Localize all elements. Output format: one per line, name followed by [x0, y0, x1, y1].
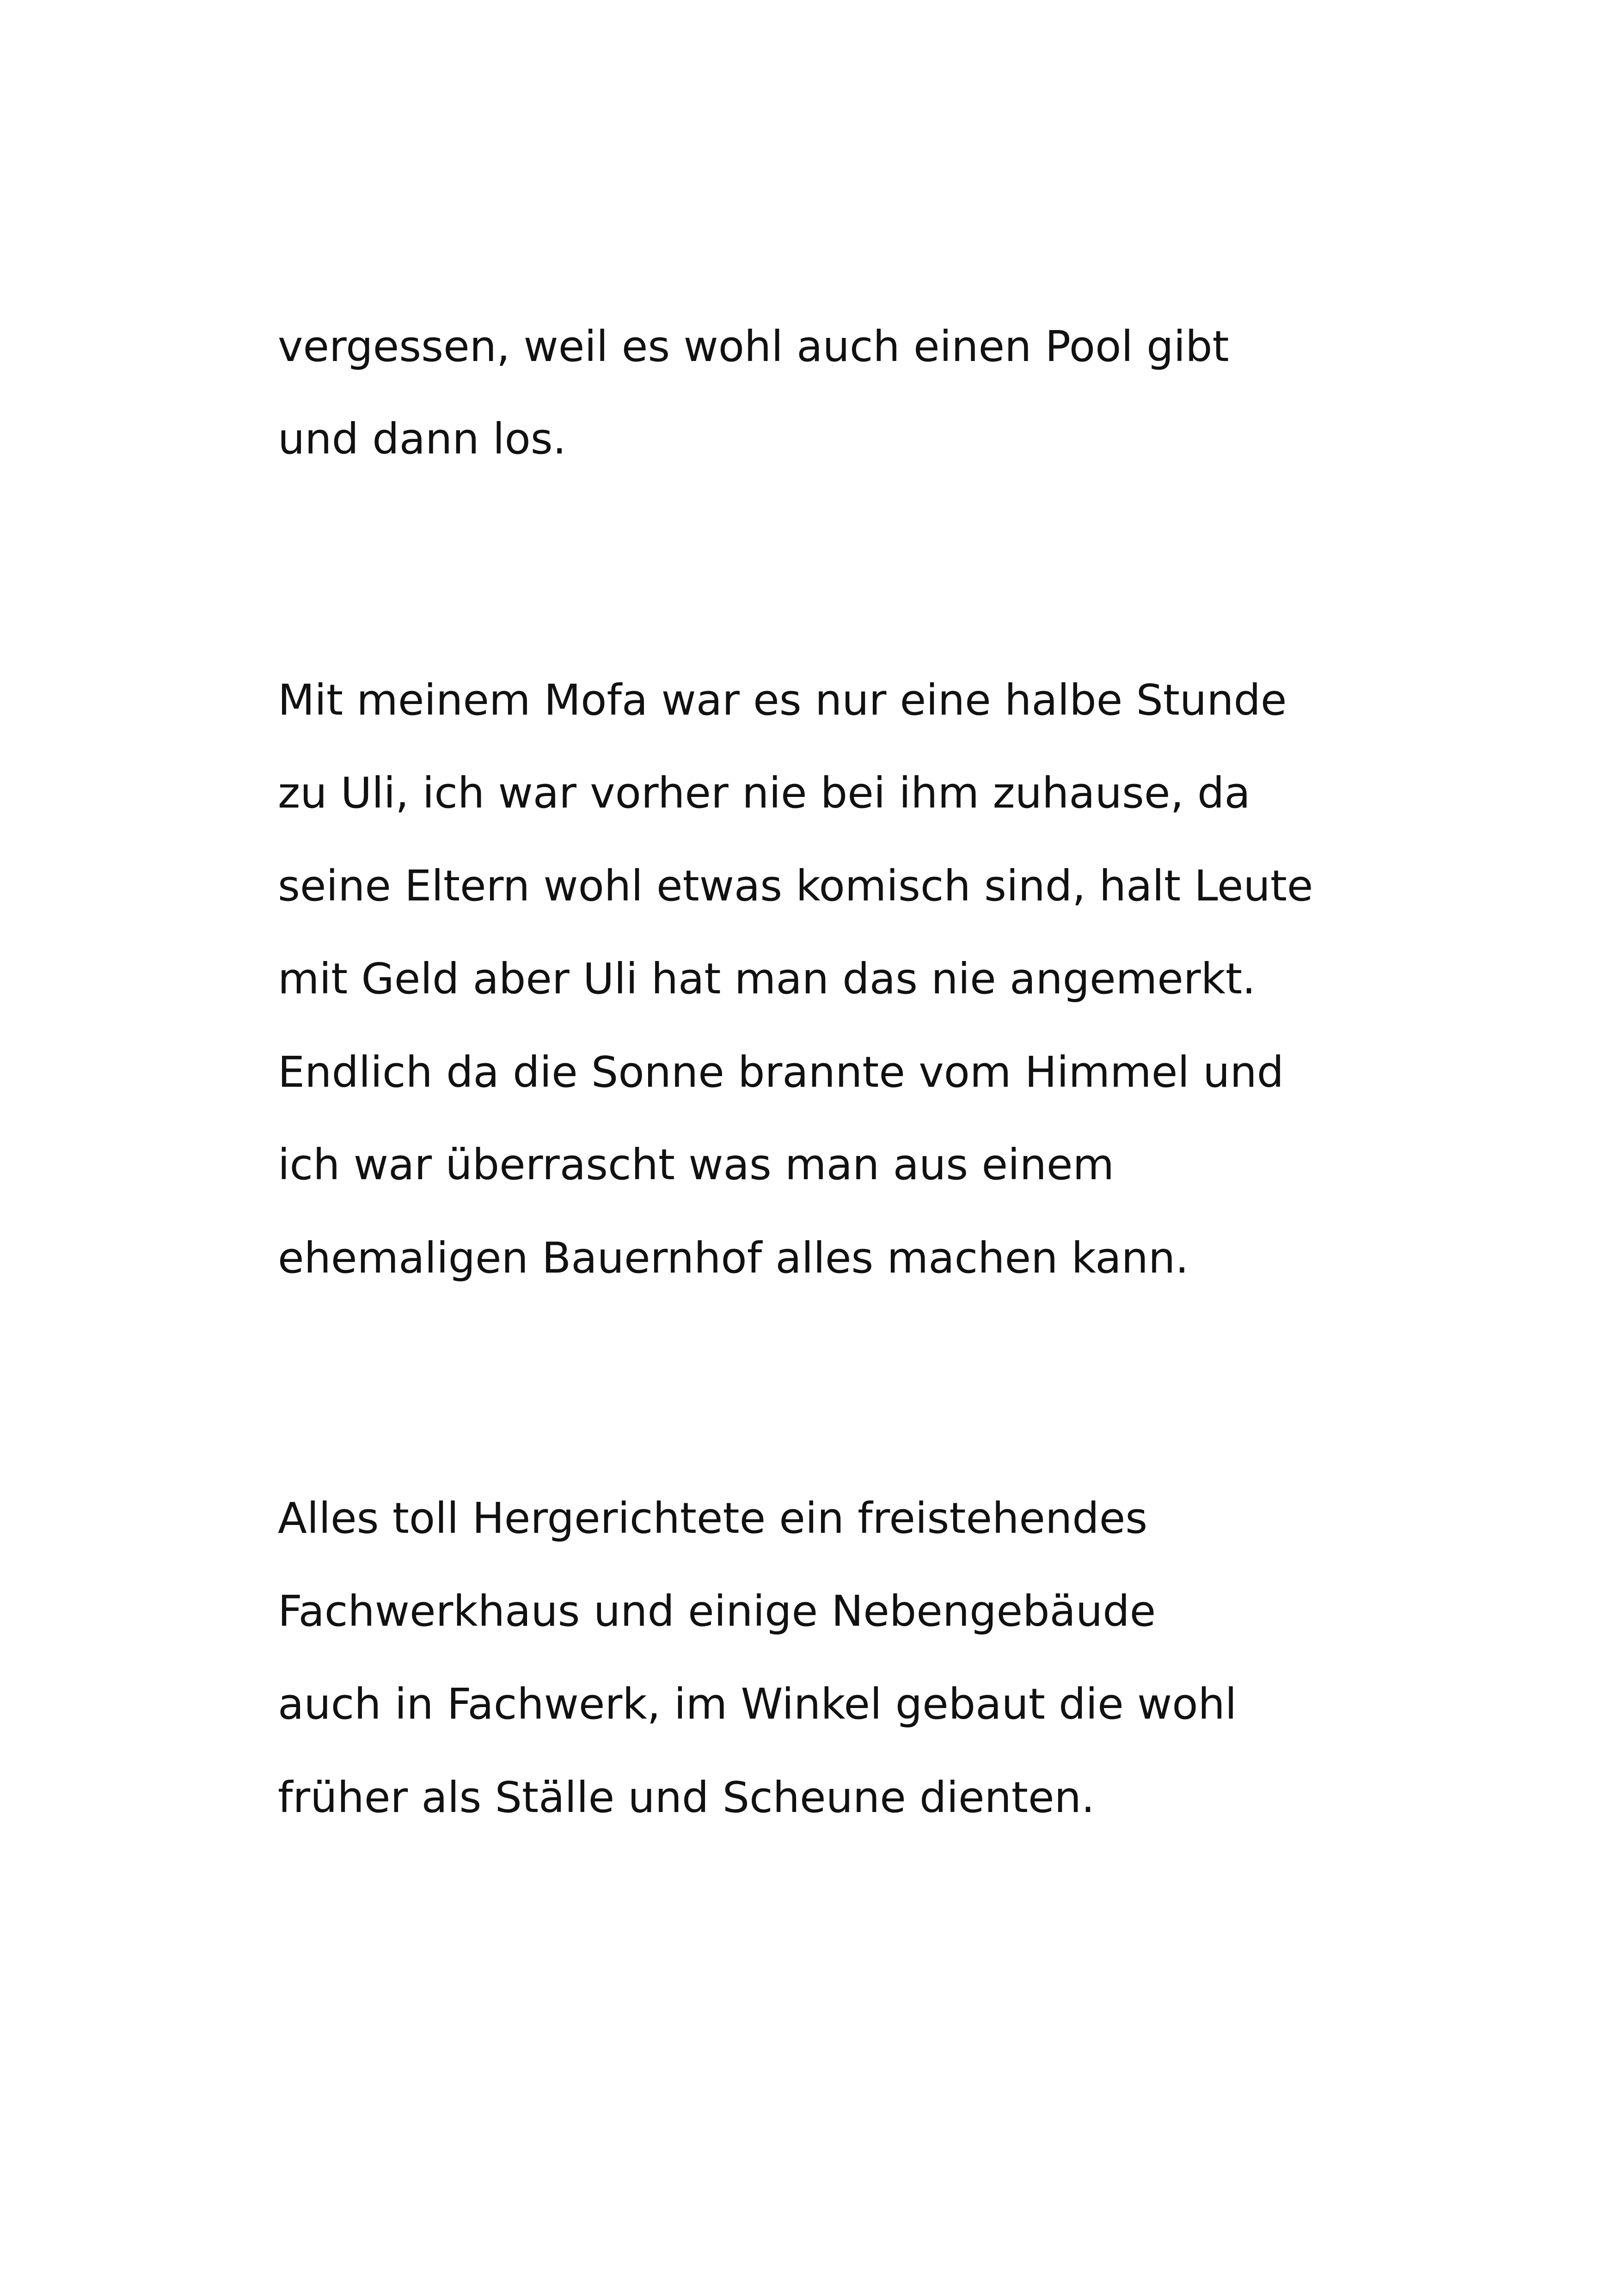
- paragraph-line: mit Geld aber Uli hat man das nie angemerkt.: [278, 954, 1256, 1004]
- paragraph-line: ehemaligen Bauernhof alles machen kann.: [278, 1233, 1189, 1283]
- paragraph-line: seine Eltern wohl etwas komisch sind, halt Leute: [278, 861, 1313, 911]
- paragraph-line: Mit meinem Mofa war es nur eine halbe Stunde: [278, 675, 1287, 725]
- paragraph-line: zu Uli, ich war vorher nie bei ihm zuhause, da: [278, 768, 1250, 818]
- paragraph-line: vergessen, weil es wohl auch einen Pool gibt: [278, 322, 1229, 371]
- paragraph-line: auch in Fachwerk, im Winkel gebaut die wohl: [278, 1679, 1237, 1729]
- paragraph-line: Alles toll Hergerichtete ein freistehendes: [278, 1494, 1148, 1543]
- paragraph-line: Fachwerkhaus und einige Nebengebäude: [278, 1586, 1156, 1636]
- paragraph-line: und dann los.: [278, 414, 566, 464]
- paragraph-line: Endlich da die Sonne brannte vom Himmel und: [278, 1047, 1284, 1097]
- paragraph-line: früher als Ställe und Scheune dienten.: [278, 1773, 1095, 1822]
- paragraph-line: ich war überrascht was man aus einem: [278, 1140, 1115, 1189]
